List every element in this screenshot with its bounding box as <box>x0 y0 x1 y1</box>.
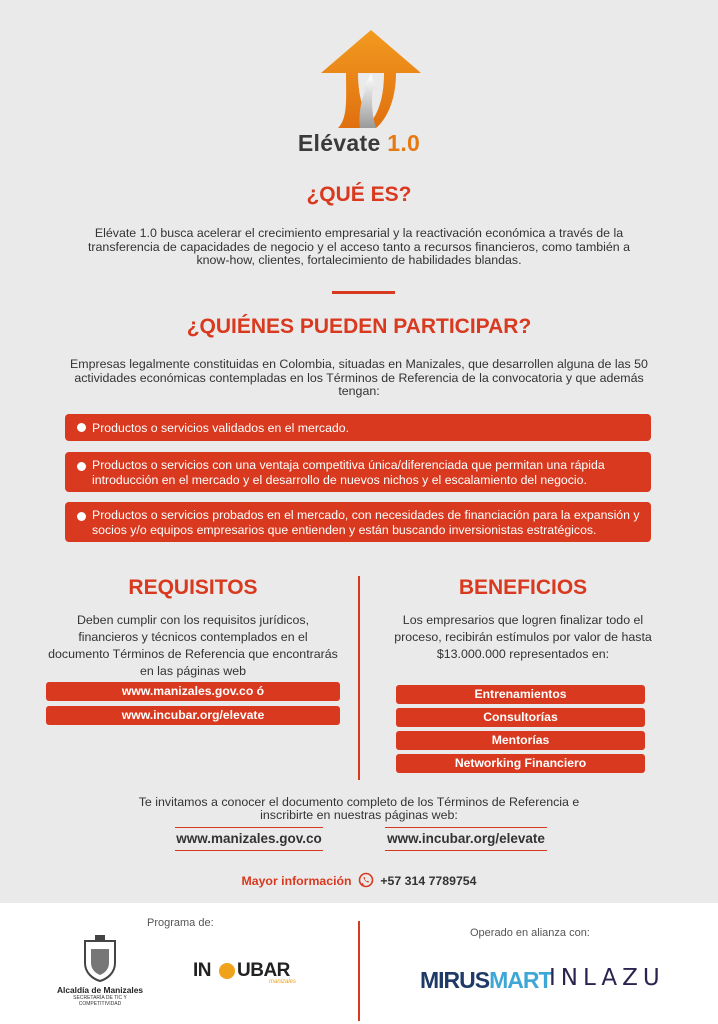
bullet-icon <box>77 462 86 471</box>
divider <box>332 291 395 294</box>
mirusmart-logo <box>420 967 552 994</box>
que-es-title: ¿QUÉ ES? <box>306 183 412 206</box>
benefit-item: Mentorías <box>396 731 645 750</box>
logo-word: Elévate <box>297 130 381 156</box>
alcaldia-sub: SECRETARÍA DE TIC Y COMPETITIVIDAD <box>73 995 127 1007</box>
incubar-pre: IN <box>193 960 211 981</box>
logo-version: 1.0 <box>387 130 421 156</box>
incubar-c-icon <box>219 963 235 979</box>
requisitos-title: REQUISITOS <box>128 576 258 599</box>
mart-text: MART <box>489 967 552 993</box>
requirement-item <box>65 502 651 542</box>
column-divider <box>358 576 360 780</box>
logo-wordmark <box>0 130 718 157</box>
requisitos-link[interactable]: www.manizales.gov.co ó <box>46 682 340 701</box>
whatsapp-icon <box>358 872 374 888</box>
requisitos-body: Deben cumplir con los requisitos jurídicos, financieros y técnicos contemplados en el documento Términos de Referencia que encontrarás en las páginas web <box>48 613 338 678</box>
quienes-body: Empresas legalmente constituidas en Colombia, situadas en Manizales, que desarrollen alguna de las 50 actividades económicas contempladas en los Términos de Referencia de la convocatoria y que además tengan: <box>70 357 648 398</box>
contact-label: Mayor información <box>241 874 352 888</box>
requirement-item <box>65 452 651 492</box>
quienes-title: ¿QUIÉNES PUEDEN PARTICIPAR? <box>186 315 532 338</box>
contact-line <box>0 872 718 888</box>
coat-of-arms-icon <box>81 935 119 983</box>
incubar-logo <box>193 960 311 990</box>
incubar-sub: manizales <box>269 979 297 985</box>
alcaldia-name: Alcaldía de Manizales <box>56 985 144 995</box>
requirement-item-text: Productos o servicios probados en el mercado, con necesidades de financiación para la expansión y socios y/o equipos empresarios que entienden y están buscando inversionistas estratégicos. <box>92 508 640 537</box>
operado-label: Operado en alianza con: <box>470 927 590 939</box>
programa-label: Programa de: <box>147 917 214 929</box>
bullet-icon <box>77 512 86 521</box>
beneficios-title: BENEFICIOS <box>458 576 588 599</box>
invitacion-body: Te invitamos a conocer el documento completo de los Términos de Referencia e inscribirte en nuestras páginas web: <box>138 795 580 822</box>
alcaldia-logo <box>50 935 150 1015</box>
que-es-body: Elévate 1.0 busca acelerar el crecimiento empresarial y la reactivación económica a través de la transferencia de capacidades de negocio y el acceso tanto a recursos financieros, como también a know-how, clientes, fortalecimiento de habilidades blandas. <box>87 226 631 267</box>
bullet-icon <box>77 423 86 432</box>
mirus-text: MIRUS <box>420 967 490 993</box>
requisitos-link[interactable]: www.incubar.org/elevate <box>46 706 340 725</box>
requirement-item-text: Productos o servicios con una ventaja competitiva única/diferenciada que permitan una rápida introducción en el mercado y el desarrollo de nuevos nichos y el escalamiento del negocio. <box>92 458 605 487</box>
link-incubar[interactable]: www.incubar.org/elevate <box>385 827 547 851</box>
footer-divider <box>358 921 360 1021</box>
arrow-up-icon <box>318 28 424 132</box>
beneficios-body: Los empresarios que logren finalizar todo el proceso, recibirán estímulos por valor de hasta $13.000.000 representados en: <box>394 613 652 661</box>
link-manizales[interactable]: www.manizales.gov.co <box>175 827 323 851</box>
benefit-item: Consultorías <box>396 708 645 727</box>
requirement-item-text: Productos o servicios validados en el mercado. <box>92 421 349 435</box>
contact-phone[interactable]: +57 314 7789754 <box>380 874 477 888</box>
footer <box>0 903 718 1024</box>
benefit-item: Networking Financiero <box>396 754 645 773</box>
benefit-item: Entrenamientos <box>396 685 645 704</box>
requirement-item <box>65 414 651 441</box>
inlazu-logo: INLAZU <box>549 965 665 991</box>
incubar-post: UBAR <box>237 960 290 981</box>
